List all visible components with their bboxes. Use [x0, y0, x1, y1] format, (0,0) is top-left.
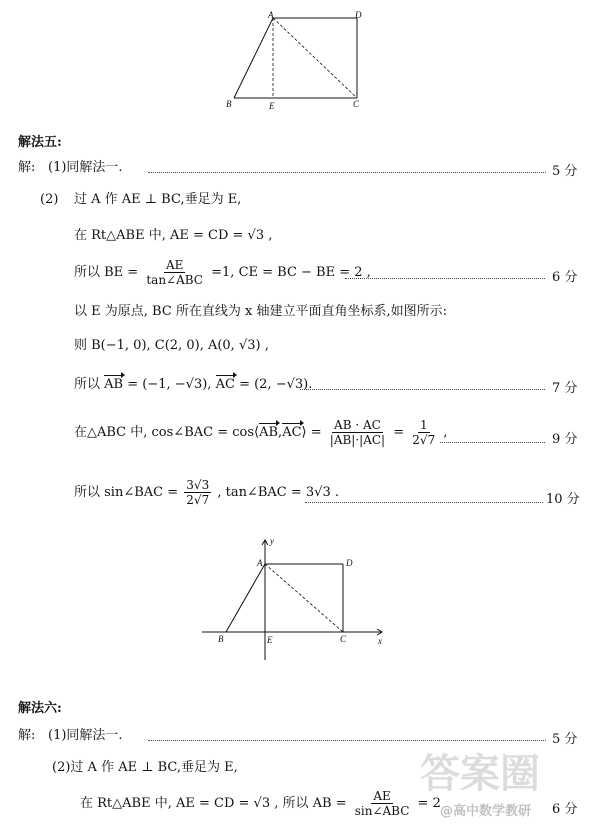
- score: 7 分: [552, 381, 578, 396]
- fig1-label-E: E: [269, 101, 275, 111]
- fig2-label-x: x: [378, 636, 382, 646]
- line7-mid: = (−1, −√3),: [127, 377, 212, 392]
- method6-line3: [80, 789, 441, 818]
- method5-line8: [74, 418, 448, 447]
- method5-line9: [74, 478, 339, 507]
- fig1-label-B: B: [226, 99, 232, 109]
- line3-suffix: = 2: [417, 796, 441, 811]
- method6-line1-prefix: 解:: [18, 728, 36, 743]
- score: 6 分: [552, 802, 578, 817]
- numerator: AE: [373, 789, 391, 803]
- numerator: 1: [419, 418, 428, 432]
- vector-AB: AB: [259, 425, 279, 440]
- score: 10 分: [546, 492, 580, 507]
- fig2-label-y: y: [270, 536, 274, 546]
- dot-leader: [440, 442, 545, 443]
- score: 9 分: [552, 432, 578, 447]
- method6-line2: (2)过 A 作 AE ⊥ BC,垂足为 E,: [52, 760, 238, 775]
- method5-line1-prefix: 解:: [18, 160, 36, 175]
- denominator: 2√7: [186, 493, 210, 507]
- denominator: |AB|·|AC|: [329, 433, 386, 447]
- line8-prefix: 在△ABC 中, cos∠BAC = cos⟨: [74, 425, 260, 440]
- score: 5 分: [552, 164, 578, 179]
- line3-prefix: 在 Rt△ABE 中, AE = CD = √3 , 所以 AB =: [80, 796, 347, 811]
- watermark-handle: @高中数学教研: [440, 804, 532, 819]
- vector-AB: AB: [104, 377, 124, 392]
- dot-leader: [148, 740, 546, 741]
- line4-suffix: =1, CE = BC − BE = 2 ,: [211, 265, 371, 280]
- dot-leader: [305, 502, 543, 503]
- dot-leader: [345, 278, 545, 279]
- fig2-label-E: E: [267, 635, 273, 645]
- line8-mid: ⟩ =: [301, 425, 322, 440]
- line8-comma: ,: [278, 425, 283, 440]
- fig2-label-C: C: [340, 634, 347, 644]
- fraction: [184, 478, 211, 507]
- equals: =: [393, 425, 405, 440]
- line7-suffix: = (2, −√3).: [239, 377, 313, 392]
- method5-line5: 以 E 为原点, BC 所在直线为 x 轴建立平面直角坐标系,如图所示:: [74, 304, 448, 319]
- watermark-logo: 答案圈: [420, 751, 540, 797]
- method5-line1: (1)同解法一.: [48, 160, 123, 175]
- fig1-label-D: D: [355, 10, 362, 20]
- fraction: [328, 418, 387, 447]
- line9-suffix: , tan∠BAC = 3√3 .: [217, 485, 339, 500]
- dot-leader: [148, 172, 546, 173]
- vector-AC: AC: [282, 425, 302, 440]
- method6-line1: (1)同解法一.: [48, 728, 123, 743]
- line9-prefix: 所以 sin∠BAC =: [74, 485, 179, 500]
- fig1-label-C: C: [353, 99, 360, 109]
- denominator: sin∠ABC: [354, 804, 410, 818]
- method5-line2: 过 A 作 AE ⊥ BC,垂足为 E,: [74, 192, 242, 207]
- score: 6 分: [552, 270, 578, 285]
- fig2-label-A: A: [257, 558, 263, 568]
- score: 5 分: [552, 732, 578, 747]
- numerator: AB · AC: [334, 418, 381, 432]
- denominator: tan∠ABC: [146, 273, 203, 287]
- fig1-label-A: A: [268, 10, 274, 20]
- method5-line3: 在 Rt△ABE 中, AE = CD = √3 ,: [74, 228, 273, 243]
- numerator: 3√3: [186, 478, 210, 492]
- fraction: [353, 789, 412, 818]
- method5-line2-num: (2): [40, 192, 59, 207]
- line7-prefix: 所以: [74, 377, 101, 392]
- fraction: [410, 418, 437, 447]
- denominator: 2√7: [412, 433, 436, 447]
- method5-line4: [74, 258, 371, 287]
- line4-prefix: 所以 BE =: [74, 265, 139, 280]
- method5-line6: 则 B(−1, 0), C(2, 0), A(0, √3) ,: [74, 338, 269, 353]
- vector-AC: AC: [215, 377, 235, 392]
- fraction: [144, 258, 205, 287]
- line8-suffix: ,: [443, 425, 448, 440]
- method6-title: 解法六:: [18, 701, 62, 716]
- dot-leader: [300, 389, 545, 390]
- fig2-label-D: D: [346, 558, 353, 568]
- method5-line7: [74, 377, 312, 393]
- coordinate-figure-2: [198, 536, 390, 664]
- method5-title: 解法五:: [18, 135, 62, 150]
- trapezoid-figure-1: [222, 8, 372, 112]
- numerator: AE: [165, 258, 184, 272]
- fig2-label-B: B: [218, 634, 224, 644]
